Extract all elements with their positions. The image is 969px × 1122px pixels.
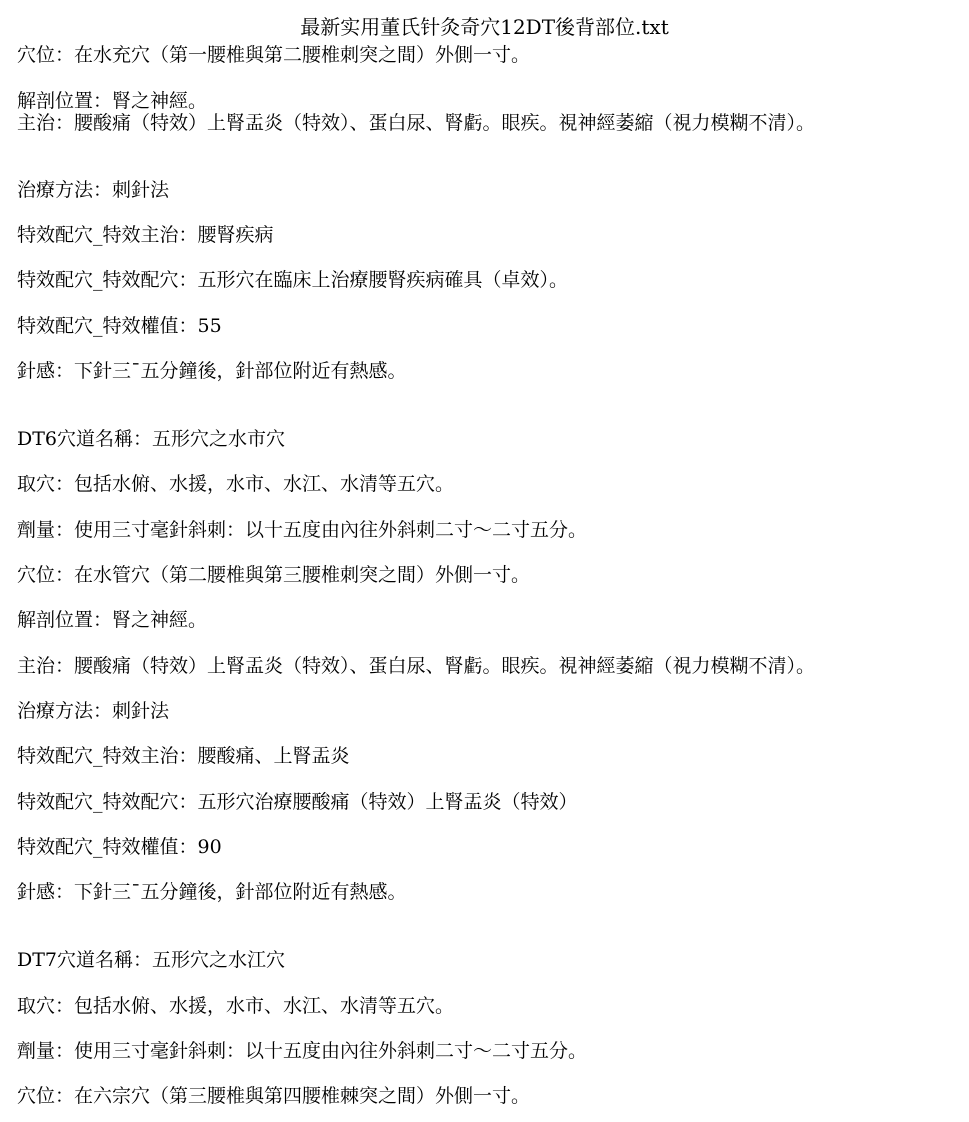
text-line: 主治：腰酸痛（特效）上腎盂炎（特效）、蛋白尿、腎虧。眼疾。視神經萎縮（視力模糊不清）。	[17, 655, 816, 677]
text-line: 特效配穴_特效配穴：五形穴在臨床上治療腰腎疾病確具（卓效）。	[17, 269, 569, 291]
document-title: 最新实用董氏针灸奇穴12DT後背部位.txt	[300, 15, 669, 39]
text-line: 治療方法：刺針法	[17, 700, 170, 722]
text-line: DT7穴道名稱：五形穴之水江穴	[17, 949, 285, 971]
text-line: 穴位：在水充穴（第一腰椎與第二腰椎刺突之間）外側一寸。	[17, 44, 531, 66]
text-line: 取穴：包括水俯、水援，水市、水江、水清等五穴。	[17, 995, 455, 1017]
text-line: 特效配穴_特效主治：腰腎疾病	[17, 224, 274, 246]
text-line: 劑量：使用三寸毫針斜刺：以十五度由內往外斜刺二寸～二寸五分。	[17, 1040, 588, 1062]
text-line: 特效配穴_特效權值：90	[17, 836, 222, 858]
text-line: 取穴：包括水俯、水援，水市、水江、水清等五穴。	[17, 473, 455, 495]
text-line: 穴位：在水管穴（第二腰椎與第三腰椎刺突之間）外側一寸。	[17, 564, 531, 586]
text-line: 解剖位置：腎之神經。	[17, 609, 208, 631]
text-line: 針感：下針三¯五分鐘後，針部位附近有熱感。	[17, 881, 407, 903]
text-line: 主治：腰酸痛（特效）上腎盂炎（特效）、蛋白尿、腎虧。眼疾。視神經萎縮（視力模糊不清）。	[17, 112, 816, 134]
text-line: 解剖位置：腎之神經。	[17, 90, 208, 112]
text-line: DT6穴道名稱：五形穴之水市穴	[17, 428, 285, 450]
text-line: 劑量：使用三寸毫針斜刺：以十五度由內往外斜刺二寸～二寸五分。	[17, 519, 588, 541]
text-line: 特效配穴_特效主治：腰酸痛、上腎盂炎	[17, 745, 350, 767]
text-line: 特效配穴_特效權值：55	[17, 315, 222, 337]
text-line: 穴位：在六宗穴（第三腰椎與第四腰椎棘突之間）外側一寸。	[17, 1085, 531, 1107]
text-line: 針感：下針三¯五分鐘後，針部位附近有熱感。	[17, 360, 407, 382]
text-line: 特效配穴_特效配穴：五形穴治療腰酸痛（特效）上腎盂炎（特效）	[17, 791, 578, 813]
text-line: 治療方法：刺針法	[17, 179, 170, 201]
